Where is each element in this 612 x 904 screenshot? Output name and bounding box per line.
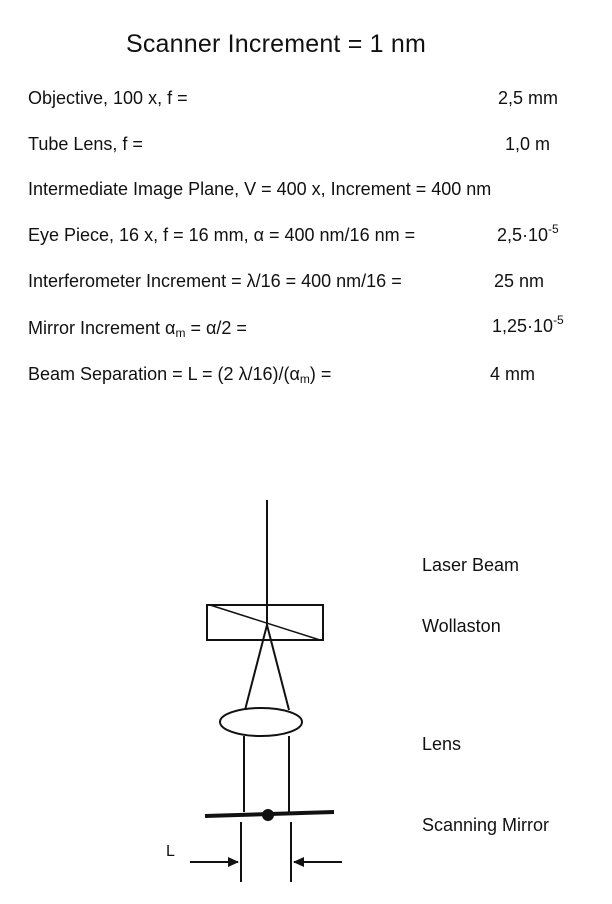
diverging-beam-left bbox=[245, 625, 267, 710]
page-title: Scanner Increment = 1 nm bbox=[125, 30, 427, 58]
laser-beam-label: Laser Beam bbox=[422, 555, 520, 575]
separation-arrow-right-head bbox=[293, 857, 304, 867]
mirror-increment-label-sub: m bbox=[175, 326, 186, 340]
mirror-increment-value-mantissa: 1,25·10 bbox=[492, 316, 554, 336]
mirror-increment-label-pre: Mirror Increment α bbox=[28, 318, 176, 338]
separation-label: L bbox=[166, 843, 175, 860]
scanning-mirror-label: Scanning Mirror bbox=[422, 815, 550, 835]
beam-separation-label-sub: m bbox=[299, 372, 310, 386]
eye-piece-label: Eye Piece, 16 x, f = 16 mm, α = 400 nm/16 nm = bbox=[28, 225, 416, 245]
intermediate-image-plane-label: Intermediate Image Plane, V = 400 x, Increment = 400 nm bbox=[28, 179, 492, 199]
eye-piece-value-mantissa: 2,5·10 bbox=[497, 225, 549, 245]
tube-lens-value: 1,0 m bbox=[505, 134, 551, 154]
wollaston-label: Wollaston bbox=[422, 616, 501, 636]
lens bbox=[220, 708, 302, 736]
eye-piece-value-exponent: -5 bbox=[548, 222, 559, 236]
diverging-beam-right bbox=[267, 625, 289, 710]
lens-label: Lens bbox=[422, 734, 462, 754]
mirror-pivot bbox=[262, 809, 274, 821]
interferometer-increment-value: 25 nm bbox=[494, 271, 545, 291]
tube-lens-label: Tube Lens, f = bbox=[28, 134, 143, 154]
beam-separation-value: 4 mm bbox=[490, 364, 535, 384]
beam-separation-label-post: ) = bbox=[309, 364, 332, 384]
mirror-increment-label-post: = α/2 = bbox=[185, 318, 247, 338]
mirror-increment-value-exponent: -5 bbox=[553, 313, 564, 327]
objective-label: Objective, 100 x, f = bbox=[28, 88, 188, 108]
interferometer-increment-label: Interferometer Increment = λ/16 = 400 nm/16 = bbox=[28, 271, 402, 291]
objective-value: 2,5 mm bbox=[498, 88, 559, 108]
beam-separation-label-pre: Beam Separation = L = (2 λ/16)/(α bbox=[28, 364, 300, 384]
separation-arrow-left-head bbox=[228, 857, 239, 867]
